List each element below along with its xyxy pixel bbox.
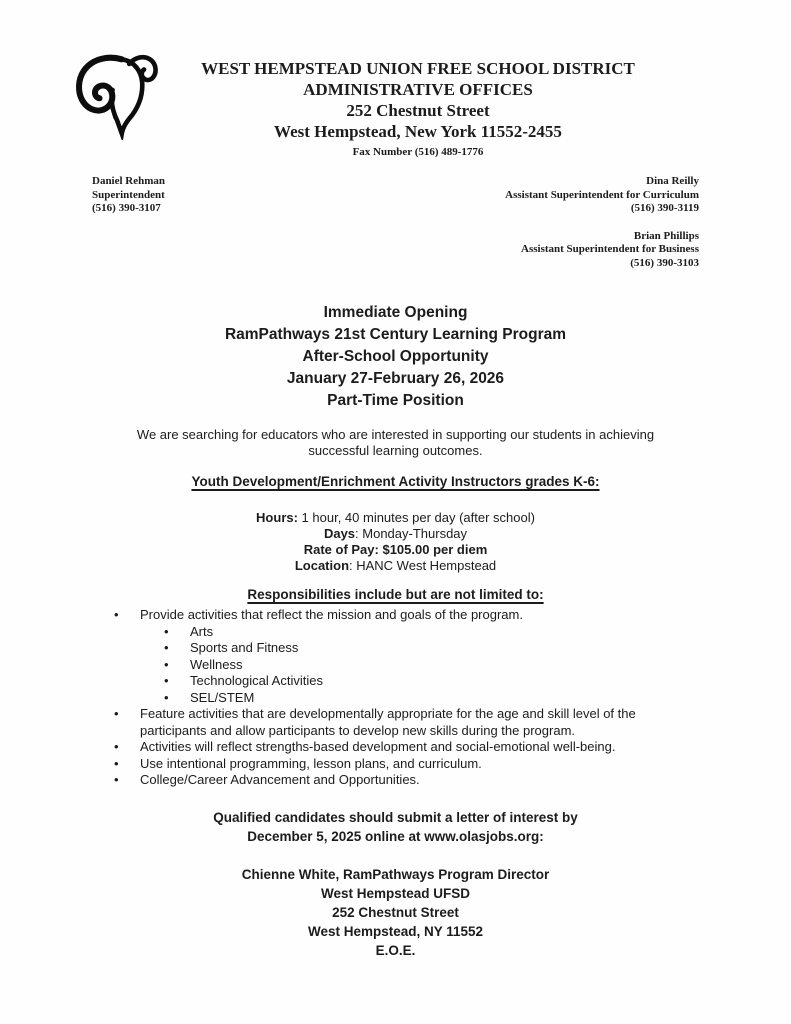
bullet-icon: • (114, 772, 119, 787)
detail-location (0, 558, 791, 574)
list-item: • Arts (164, 623, 214, 639)
closing-contact-block (0, 865, 791, 960)
detail-hours (0, 510, 791, 526)
intro-paragraph (0, 427, 791, 459)
closing-eoe: E.O.E. (375, 942, 416, 958)
bullet-icon: • (164, 673, 169, 688)
list-item: • Activities will reflect strengths-based development and social-emotional well-being. (114, 739, 616, 754)
bullet-icon: • (114, 739, 119, 754)
contact-title: Superintendent (92, 188, 165, 201)
contact-superintendent (92, 175, 165, 270)
district-name: WEST HEMPSTEAD UNION FREE SCHOOL DISTRICT (201, 59, 635, 78)
bullet-icon: • (164, 656, 169, 672)
city-address: West Hempstead, New York 11552-2455 (274, 122, 562, 141)
role-heading: Youth Development/Enrichment Activity Instructors grades K-6: (191, 474, 600, 489)
intro-line-2: successful learning outcomes. (308, 443, 483, 458)
bullet-icon: • (164, 689, 169, 705)
posting-title (0, 302, 791, 412)
list-item: • College/Career Advancement and Opportunities. (114, 772, 420, 787)
list-item: • Wellness (164, 656, 243, 672)
ram-head-logo (68, 50, 170, 140)
title-line-opportunity: After-School Opportunity (302, 348, 489, 365)
intro-line-1: We are searching for educators who are interested in supporting our students in achieving (136, 427, 655, 442)
contact-phone: (516) 390-3119 (630, 202, 699, 214)
closing-district: West Hempstead UFSD (320, 885, 471, 901)
contact-title: Assistant Superintendent for Curriculum (505, 188, 699, 201)
contact-name: Brian Phillips (633, 229, 699, 242)
bullet-icon: • (164, 623, 169, 639)
detail-rate-label: Rate of Pay: (303, 542, 379, 557)
list-item: • Provide activities that reflect the mission and goals of the program. (114, 607, 523, 622)
list-item: • Sports and Fitness (164, 640, 299, 655)
detail-hours-value: 1 hour, 40 minutes per day (after school) (297, 510, 535, 525)
responsibilities-heading: Responsibilities include but are not limited to: (247, 587, 544, 602)
contact-assistants (505, 175, 699, 270)
contact-phone: (516) 390-3107 (92, 202, 161, 214)
detail-days-label: Days (323, 526, 356, 541)
detail-location-value: : HANC West Hempstead (349, 558, 497, 573)
detail-rate-value: $105.00 per diem (378, 542, 488, 557)
contact-title: Assistant Superintendent for Business (521, 243, 699, 255)
title-line-opening: Immediate Opening (323, 304, 468, 321)
title-line-dates: January 27-February 26, 2026 (286, 370, 505, 387)
title-line-position: Part-Time Position (327, 392, 464, 409)
letterhead (100, 0, 736, 159)
title-line-program: RamPathways 21st Century Learning Program (224, 326, 567, 343)
detail-days-value: : Monday-Thursday (355, 526, 468, 541)
detail-hours-label: Hours: (256, 510, 298, 525)
detail-days (0, 526, 791, 542)
contact-name: Daniel Rehman (92, 175, 166, 187)
contact-name: Dina Reilly (646, 175, 699, 187)
contact-phone: (516) 390-3103 (630, 256, 699, 269)
apply-instructions (0, 808, 791, 846)
bullet-icon: • (114, 755, 119, 771)
street-address: 252 Chestnut Street (346, 101, 490, 120)
apply-line-2: December 5, 2025 online at www.olasjobs.org: (247, 828, 544, 844)
bullet-icon: • (164, 640, 169, 655)
detail-location-label: Location (294, 558, 350, 573)
contact-asst-curriculum (505, 175, 699, 216)
responsibilities-list (0, 607, 791, 789)
list-item: • SEL/STEM (164, 689, 255, 705)
administrator-contacts (92, 175, 699, 270)
list-item: • Technological Activities (164, 673, 323, 688)
closing-director: Chienne White, RamPathways Program Director (241, 866, 550, 882)
ram-head-icon (68, 50, 170, 140)
office-name: ADMINISTRATIVE OFFICES (303, 80, 533, 99)
detail-rate (0, 542, 791, 558)
list-item: • Use intentional programming, lesson plans, and curriculum. (114, 755, 482, 771)
bullet-icon: • (114, 607, 119, 622)
bullet-icon: • (114, 706, 119, 721)
closing-city: West Hempstead, NY 11552 (307, 923, 484, 939)
closing-street: 252 Chestnut Street (332, 904, 459, 920)
position-details (0, 510, 791, 574)
list-item: • Feature activities that are developmentally appropriate for the age and skill level of the participants and allow participants to develop new skills during the program. (114, 706, 636, 738)
contact-asst-business (505, 230, 699, 271)
apply-line-1: Qualified candidates should submit a letter of interest by (213, 809, 578, 825)
fax-number: Fax Number (516) 489-1776 (352, 146, 484, 158)
